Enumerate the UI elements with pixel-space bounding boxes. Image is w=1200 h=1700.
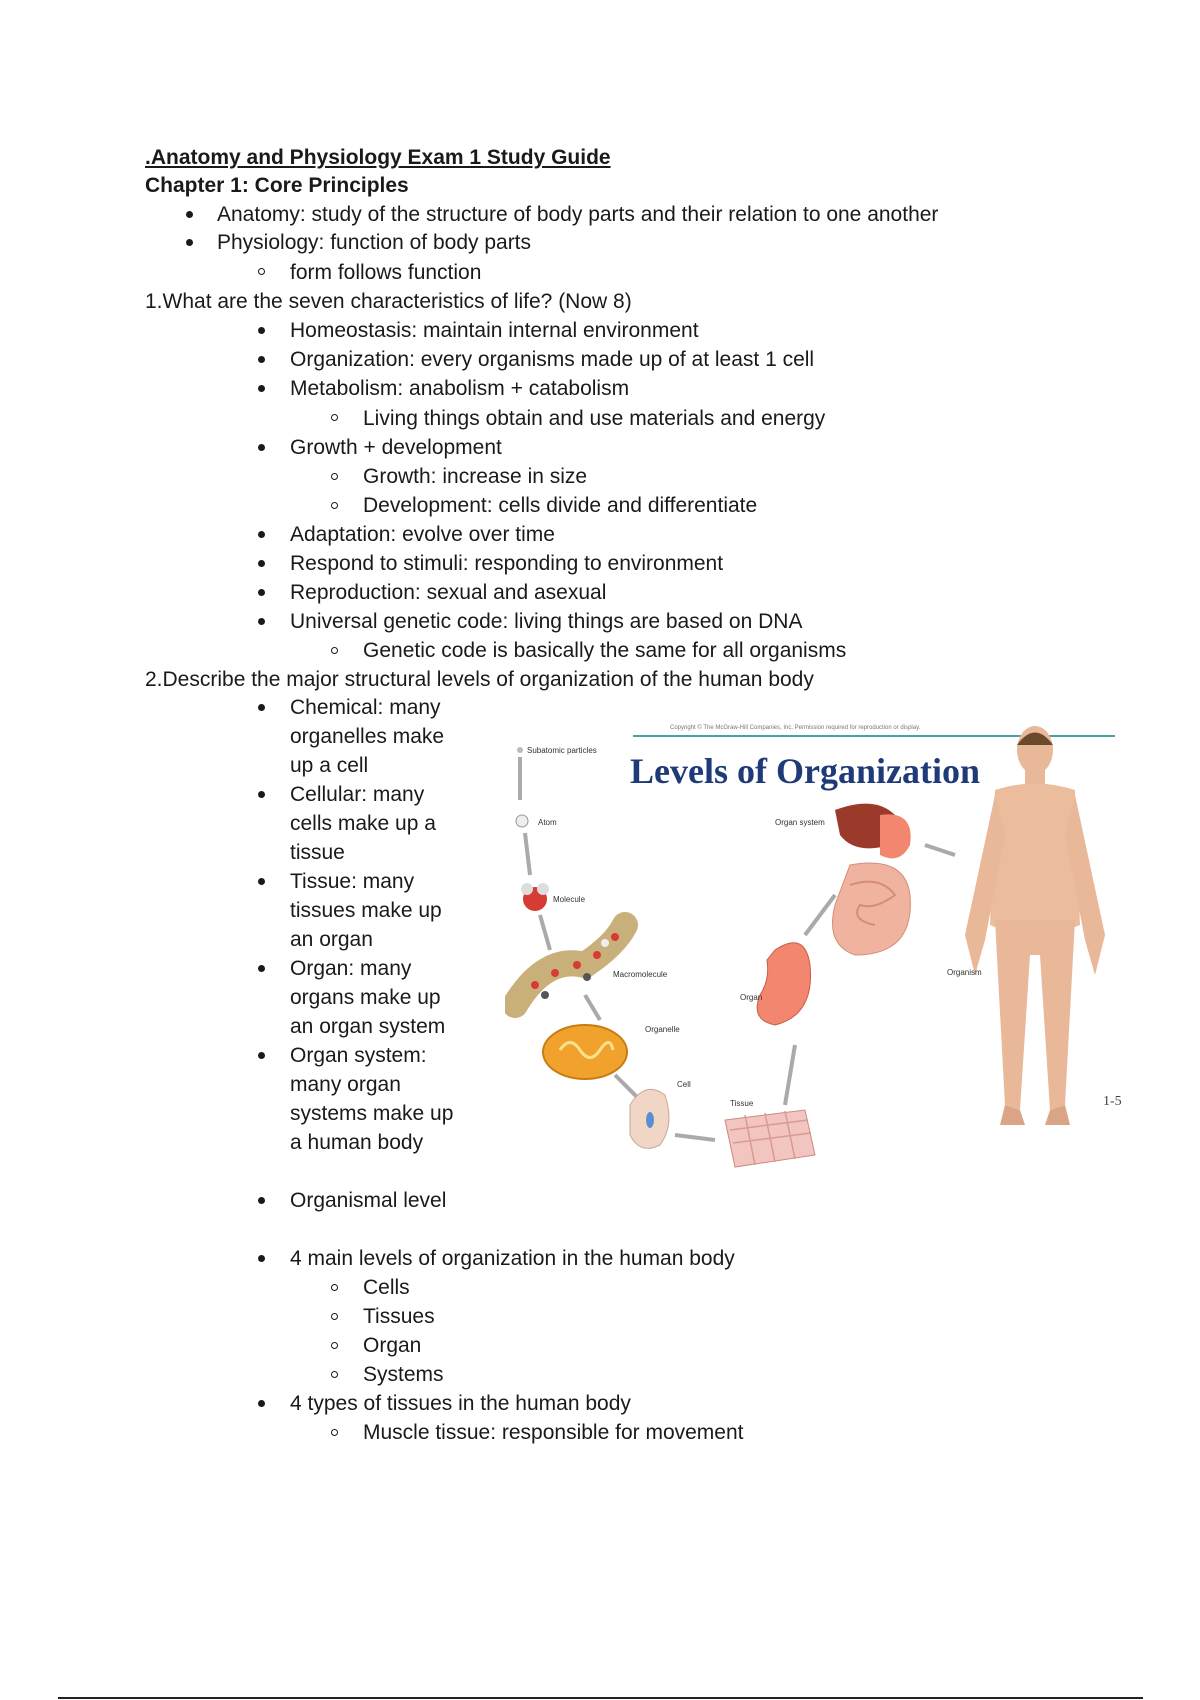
- sub-bullet-circle: [331, 1342, 338, 1349]
- level-organ-system-1: Organ system:: [290, 1044, 427, 1067]
- bullet-dot: [258, 589, 265, 596]
- main-levels-heading: 4 main levels of organization in the human body: [290, 1247, 735, 1270]
- bullet-dot: [258, 618, 265, 625]
- sub-bullet-circle: [258, 268, 265, 275]
- item-adaptation: Adaptation: evolve over time: [290, 523, 555, 546]
- question-2: 2.Describe the major structural levels of organization of the human body: [145, 668, 814, 691]
- item-respond: Respond to stimuli: responding to environment: [290, 552, 724, 575]
- bullet-dot: [258, 704, 265, 711]
- level-organ-system-4: a human body: [290, 1131, 424, 1154]
- cell-nucleus-shape: [646, 1112, 654, 1128]
- bullet-dot: [258, 531, 265, 538]
- level-tissue-2: tissues make up: [290, 899, 442, 922]
- bullet-dot: [258, 965, 265, 972]
- main-level-tissues: Tissues: [363, 1305, 435, 1328]
- label-organ: Organ: [740, 993, 763, 1002]
- organelle-shape: [543, 1025, 627, 1079]
- tissue-type-muscle: Muscle tissue: responsible for movement: [363, 1421, 744, 1444]
- bullet-dot: [258, 385, 265, 392]
- bullet-dot: [258, 327, 265, 334]
- arrow-shape: [540, 915, 550, 950]
- level-organ-2: organs make up: [290, 986, 441, 1009]
- level-cellular-1: Cellular: many: [290, 783, 425, 806]
- label-organ-system: Organ system: [775, 818, 825, 827]
- molecule-atom-shape: [537, 883, 549, 895]
- level-organ-1: Organ: many: [290, 957, 412, 980]
- label-atom: Atom: [538, 818, 557, 827]
- levels-of-organization-figure: [505, 715, 1145, 1215]
- bullet-dot: [258, 1255, 265, 1262]
- figure-copyright: Copyright © The McGraw-Hill Companies, Inc. Permission required for reproduction or display.: [670, 725, 921, 731]
- tissue-shape: [725, 1110, 815, 1167]
- level-organ-3: an organ system: [290, 1015, 446, 1038]
- level-tissue-1: Tissue: many: [290, 870, 415, 893]
- arrow-shape: [925, 845, 955, 855]
- question-1: 1.What are the seven characteristics of life? (Now 8): [145, 290, 632, 313]
- item-growth: Growth + development: [290, 436, 502, 459]
- level-cellular-3: tissue: [290, 841, 345, 864]
- bullet-dot: [258, 560, 265, 567]
- item-homeostasis: Homeostasis: maintain internal environment: [290, 319, 699, 342]
- item-metabolism: Metabolism: anabolism + catabolism: [290, 377, 630, 400]
- bullet-dot: [186, 211, 193, 218]
- sub-bullet-circle: [331, 502, 338, 509]
- chapter-heading: Chapter 1: Core Principles: [145, 174, 409, 197]
- atom-shape: [516, 815, 528, 827]
- arrow-shape: [525, 833, 530, 875]
- organ-system-shape: [833, 804, 911, 955]
- bullet-dot: [186, 239, 193, 246]
- bullet-dot: [258, 878, 265, 885]
- level-chemical-3: up a cell: [290, 754, 369, 777]
- level-chemical-1: Chemical: many: [290, 696, 441, 719]
- sub-bullet-circle: [331, 647, 338, 654]
- sub-bullet-circle: [331, 1429, 338, 1436]
- bullet-dot: [258, 1197, 265, 1204]
- arrow-shape: [585, 995, 600, 1020]
- level-organismal: Organismal level: [290, 1189, 447, 1212]
- sub-bullet-circle: [331, 473, 338, 480]
- arrow-shape: [675, 1135, 715, 1140]
- label-macromolecule: Macromolecule: [613, 970, 668, 979]
- level-organ-system-3: systems make up: [290, 1102, 454, 1125]
- level-organ-system-2: many organ: [290, 1073, 401, 1096]
- document-title: .Anatomy and Physiology Exam 1 Study Guide: [145, 146, 611, 169]
- arrow-shape: [805, 895, 835, 935]
- bullet-dot: [258, 356, 265, 363]
- label-subatomic: Subatomic particles: [527, 746, 597, 755]
- label-organelle: Organelle: [645, 1025, 680, 1034]
- sub-bullet-circle: [331, 1313, 338, 1320]
- sub-bullet-circle: [331, 1284, 338, 1291]
- bullet-dot: [258, 444, 265, 451]
- tissue-types-heading: 4 types of tissues in the human body: [290, 1392, 631, 1415]
- bullet-dot: [258, 1052, 265, 1059]
- sub-bullet-circle: [331, 414, 338, 421]
- main-level-systems: Systems: [363, 1363, 444, 1386]
- subatomic-particle-shape: [517, 747, 523, 753]
- item-growth-sub1: Growth: increase in size: [363, 465, 588, 488]
- intro-anatomy: Anatomy: study of the structure of body parts and their relation to one another: [217, 203, 939, 226]
- item-genetic-sub: Genetic code is basically the same for all organisms: [363, 639, 847, 662]
- main-level-organ: Organ: [363, 1334, 422, 1357]
- level-cellular-2: cells make up a: [290, 812, 436, 835]
- sub-bullet-circle: [331, 1371, 338, 1378]
- item-organization: Organization: every organisms made up of at least 1 cell: [290, 348, 815, 371]
- page-bottom-rule: [58, 1697, 1143, 1699]
- figure-title: Levels of Organization: [630, 751, 980, 791]
- arrow-shape: [785, 1045, 795, 1105]
- level-tissue-3: an organ: [290, 928, 373, 951]
- label-tissue: Tissue: [730, 1099, 754, 1108]
- organ-stomach-shape: [757, 943, 810, 1025]
- level-chemical-2: organelles make: [290, 725, 445, 748]
- intro-sub: form follows function: [290, 261, 482, 284]
- bullet-dot: [258, 791, 265, 798]
- main-level-cells: Cells: [363, 1276, 410, 1299]
- label-cell: Cell: [677, 1080, 691, 1089]
- bullet-dot: [258, 1400, 265, 1407]
- item-growth-sub2: Development: cells divide and differentiate: [363, 494, 758, 517]
- intro-physiology: Physiology: function of body parts: [217, 231, 532, 254]
- organism-shape: [965, 726, 1105, 1125]
- item-metabolism-sub: Living things obtain and use materials and energy: [363, 407, 826, 430]
- item-genetic: Universal genetic code: living things are based on DNA: [290, 610, 803, 633]
- figure-page-number: 1-5: [1103, 1094, 1122, 1109]
- molecule-atom-shape: [521, 883, 533, 895]
- item-reproduction: Reproduction: sexual and asexual: [290, 581, 607, 604]
- macromolecule-shape: [515, 925, 625, 1005]
- label-molecule: Molecule: [553, 895, 586, 904]
- label-organism: Organism: [947, 968, 982, 977]
